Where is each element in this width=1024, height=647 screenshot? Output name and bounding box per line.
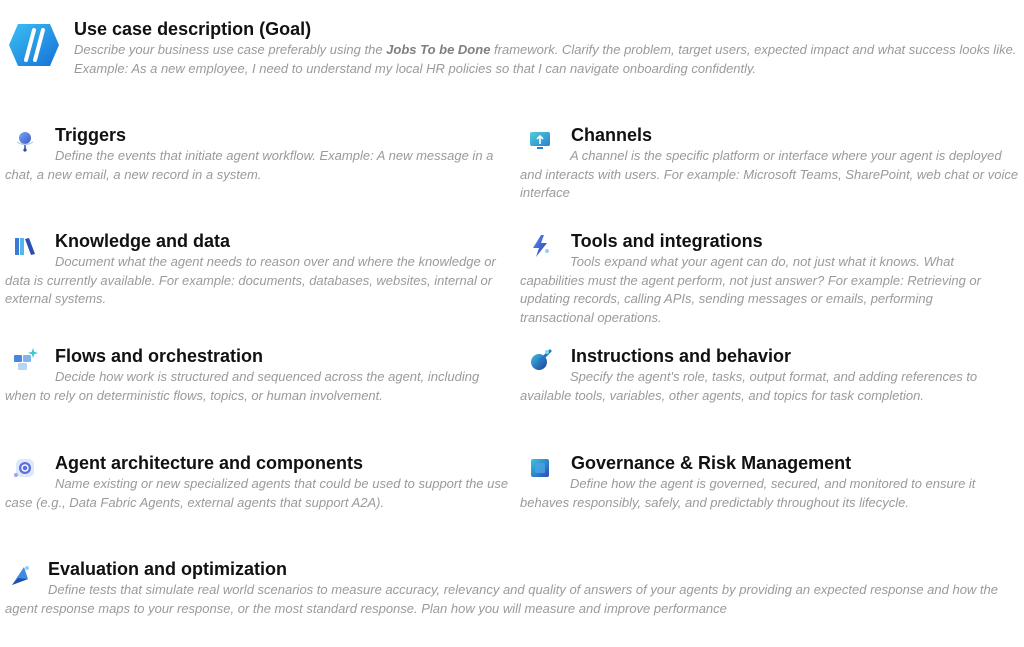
instructions-description: Specify the agent's role, tasks, output format, and adding references to available tools, variables, other agents, and topics for task completion. [520,369,978,403]
architecture-description: Name existing or new specialized agents that could be used to support the use case (e.g., Data Fabric Agents, external agents that support A2A). [5,476,509,510]
governance-description: Define how the agent is governed, secured, and monitored to ensure it behaves responsibly, safely, and predictably throughout its lifecycle. [520,476,976,510]
knowledge-title: Knowledge and data [55,231,231,251]
channels-title: Channels [571,125,653,145]
tools-title: Tools and integrations [571,231,763,251]
flows-description: Decide how work is structured and sequenced across the agent, including when to rely on deterministic flows, topics, or human involvement. [5,369,480,403]
instructions-title: Instructions and behavior [571,346,792,366]
knowledge-description: Document what the agent needs to reason over and where the knowledge or data is currently available. For example: documents, databases, websites, internal or external systems. [5,254,496,306]
triggers-title: Triggers [55,125,127,145]
use-case-description [74,41,1019,78]
triggers-description: Define the events that initiate agent workflow. Example: A new message in a chat, a new email, a new record in a system. [5,148,494,182]
use-case-description-pre: Describe your business use case preferably using the [74,42,387,57]
tools-description: Tools expand what your agent can do, not just what it knows. What capabilities must the agent perform, not just answer? For example: Retrieving or updating records, calling APIs, sending messages or emails, performing transactional operations. [520,254,981,325]
logo-slash-icon [8,22,60,68]
use-case-title: Use case description (Goal) [74,19,312,39]
architecture-title: Agent architecture and components [55,453,364,473]
governance-title: Governance & Risk Management [571,453,852,473]
flows-title: Flows and orchestration [55,346,264,366]
use-case-description-bold: Jobs To be Done [386,42,491,57]
evaluation-description: Define tests that simulate real world scenarios to measure accuracy, relevancy and quality of answers of your agents by providing an expected response and how the agent response maps to your response, or the most standard response. Plan how you will measure and improve performance [5,582,998,616]
evaluation-title: Evaluation and optimization [48,559,288,579]
use-case-description-post: framework. Clarify the problem, target users, expected impact and what success looks like. Example: As a new employee, I need to understand my local HR policies so that I can navigate onboarding confidently. [74,42,1017,76]
channels-description: A channel is the specific platform or interface where your agent is deployed and interacts with users. For example: Microsoft Teams, SharePoint, web chat or voice interface [520,148,1019,200]
